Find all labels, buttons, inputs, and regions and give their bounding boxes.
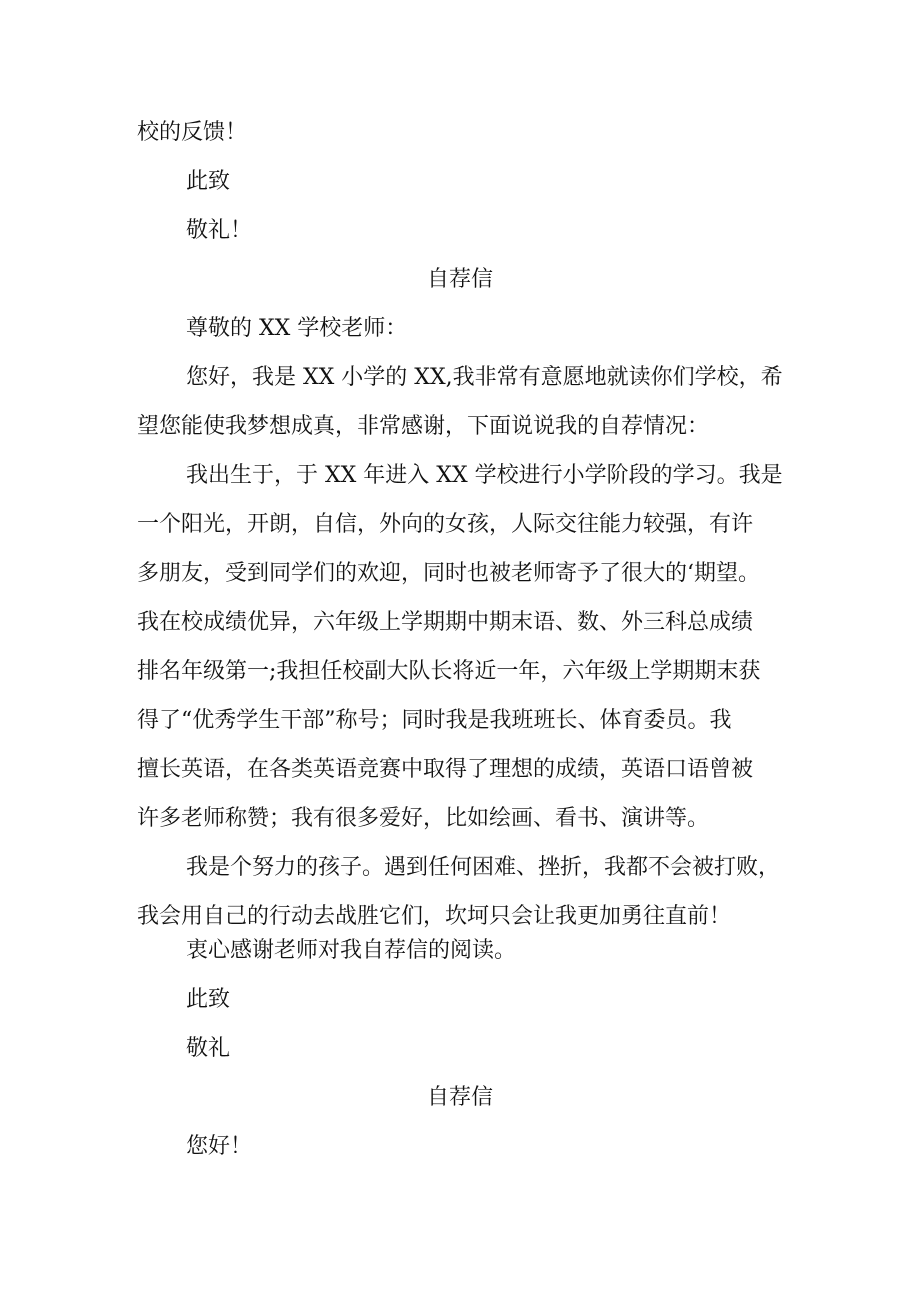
letter2-para2-line: 我在校成绩优异，六年级上学期期中期末语、数、外三科总成绩 <box>137 610 754 635</box>
letter1-salutation-jing-li: 敬礼！ <box>186 218 253 243</box>
letter2-para1-line: 望您能使我梦想成真，非常感谢，下面说说我的自荐情况： <box>137 414 710 439</box>
letter2-para2-line: 我出生于，于 XX 年进入 XX 学校进行小学阶段的学习。我是 <box>186 463 783 488</box>
letter2-para2-line: 擅长英语，在各类英语竞赛中取得了理想的成绩，英语口语曾被 <box>137 757 754 782</box>
letter2-para2-line: 排名年级第一;我担任校副大队长将近一年，六年级上学期期末获 <box>137 659 761 684</box>
letter2-para2-line: 一个阳光，开朗，自信，外向的女孩，人际交往能力较强，有许 <box>137 512 754 537</box>
letter2-salutation-jing-li: 敬礼 <box>186 1036 231 1061</box>
letter2-greeting: 尊敬的 XX 学校老师： <box>186 316 408 341</box>
letter1-closing-text: 校的反馈！ <box>137 120 248 145</box>
letter3-title: 自荐信 <box>426 1085 493 1110</box>
letter2-title: 自荐信 <box>426 267 493 292</box>
letter2-para2-line: 许多老师称赞；我有很多爱好，比如绘画、看书、演讲等。 <box>137 806 710 831</box>
letter3-greeting: 您好！ <box>186 1134 253 1159</box>
letter2-para2-line: 多朋友，受到同学们的欢迎，同时也被老师寄予了很大的‘期望。 <box>137 561 760 586</box>
letter2-para2-line: 得了“优秀学生干部”称号；同时我是我班班长、体育委员。我 <box>137 708 732 733</box>
letter2-para1-line: 您好，我是 XX 小学的 XX,我非常有意愿地就读你们学校，希 <box>186 365 783 390</box>
letter1-salutation-ci-zhi: 此致 <box>186 169 231 194</box>
letter2-para3-line: 我会用自己的行动去战胜它们，坎坷只会让我更加勇往直前！ <box>137 904 732 929</box>
letter2-salutation-ci-zhi: 此致 <box>186 987 231 1012</box>
letter2-thanks: 衷心感谢老师对我自荐信的阅读。 <box>186 938 517 963</box>
letter2-para3-line: 我是个努力的孩子。遇到任何困难、挫折，我都不会被打败， <box>186 855 781 880</box>
